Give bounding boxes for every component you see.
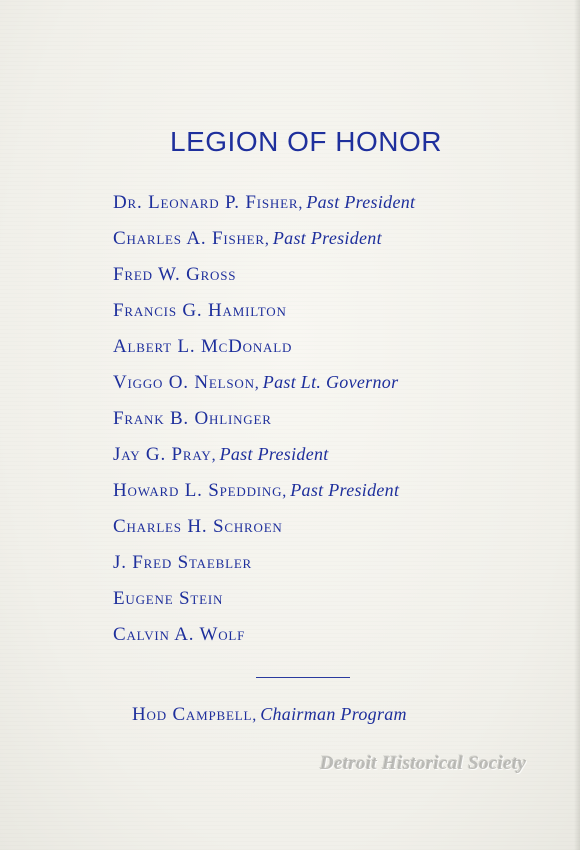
honoree-name: Francis G. Hamilton — [113, 300, 287, 321]
list-item — [113, 224, 415, 260]
honoree-title: Past President — [306, 192, 416, 212]
list-item — [113, 296, 415, 332]
list-item — [113, 188, 415, 224]
list-item — [113, 620, 415, 656]
title-separator: , — [282, 483, 291, 500]
list-item — [113, 476, 415, 512]
list-item — [113, 260, 415, 296]
honoree-name: Howard L. Spedding — [113, 480, 283, 501]
honoree-name: Viggo O. Nelson — [113, 372, 255, 393]
honoree-name: J. Fred Staebler — [113, 552, 253, 573]
honoree-name: Calvin A. Wolf — [113, 624, 246, 645]
honoree-name: Charles H. Schroen — [113, 516, 283, 537]
list-item — [113, 332, 415, 368]
list-item — [113, 368, 415, 404]
honoree-name: Charles A. Fisher — [113, 228, 265, 249]
honoree-list — [113, 188, 415, 656]
honoree-name: Frank B. Ohlinger — [113, 408, 272, 429]
list-item — [113, 548, 415, 584]
title-separator: , — [252, 707, 261, 724]
honoree-title: Past President — [290, 480, 400, 500]
chairman-title: Chairman Program — [260, 704, 407, 724]
list-item — [113, 404, 415, 440]
list-item — [113, 440, 415, 476]
title-separator: , — [211, 447, 220, 464]
title-separator: , — [254, 375, 263, 392]
page-title: LEGION OF HONOR — [170, 126, 442, 157]
list-item — [113, 584, 415, 620]
honoree-title: Past Lt. Governor — [262, 372, 399, 392]
honoree-name: Albert L. McDonald — [113, 336, 293, 357]
watermark-text: Detroit Historical Society — [320, 753, 527, 774]
honoree-name: Jay G. Pray — [113, 444, 212, 465]
honoree-title: Past President — [272, 228, 382, 248]
honoree-title: Past President — [219, 444, 329, 464]
title-separator: , — [298, 195, 307, 212]
honoree-name: Eugene Stein — [113, 588, 224, 609]
chairman-name: Hod Campbell — [132, 704, 253, 725]
divider-rule — [256, 677, 350, 678]
honoree-name: Dr. Leonard P. Fisher — [113, 192, 299, 213]
list-item — [113, 512, 415, 548]
honoree-name: Fred W. Gross — [113, 264, 237, 285]
title-separator: , — [264, 231, 273, 248]
chairman-line — [132, 704, 407, 726]
